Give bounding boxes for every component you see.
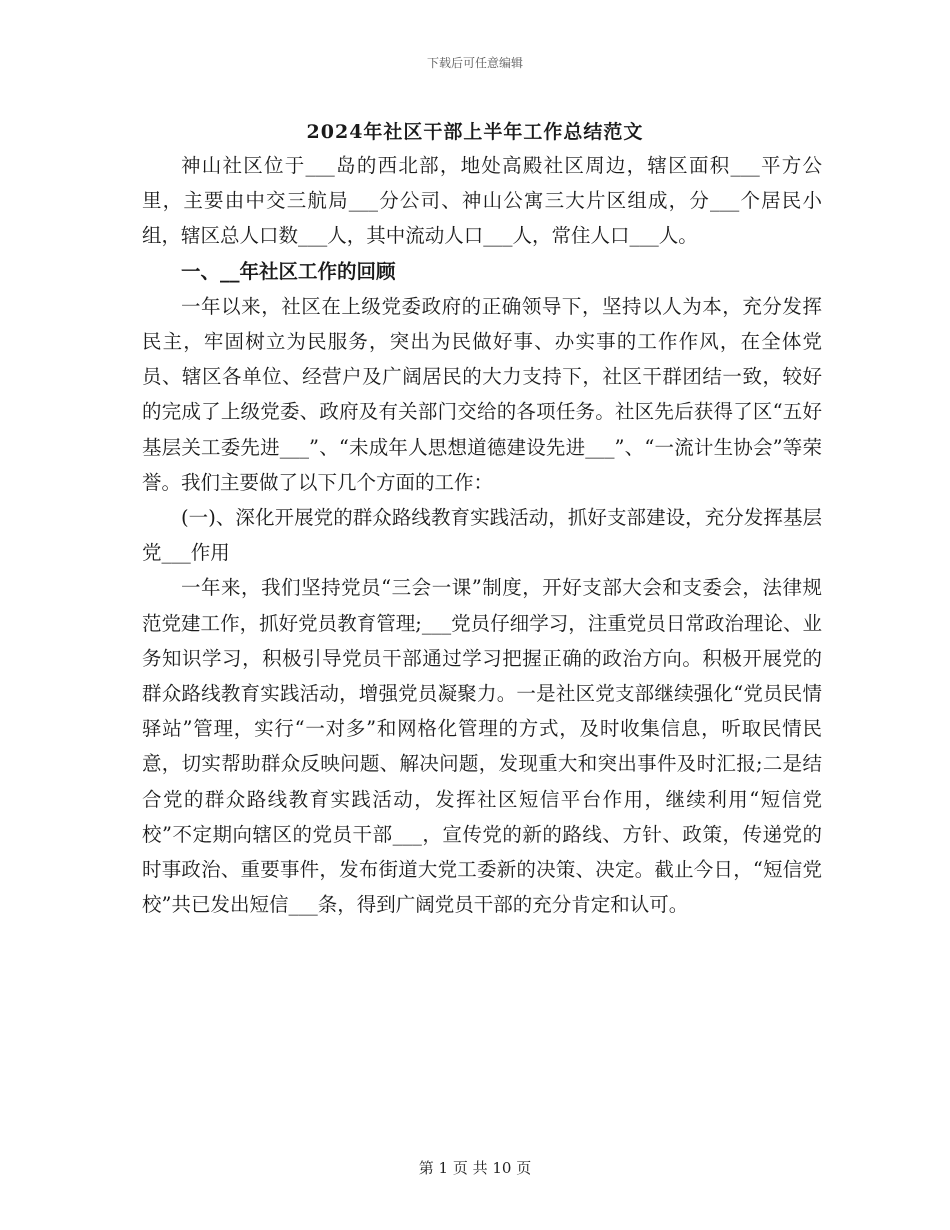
- section-heading-review: 一、__年社区工作的回顾: [181, 259, 396, 283]
- paragraph-intro: 神山社区位于___岛的西北部，地处高殿社区周边，辖区面积___平方公里，主要由中交三航局___分公司、神山公寓三大片区组成，分___个居民小组，辖区总人口数___人，其中流动人口___人，常住人口___人。: [142, 154, 822, 248]
- paragraph-review: 一年以来，社区在上级党委政府的正确领导下，坚持以人为本，充分发挥民主，牢固树立为民服务，突出为民做好事、办实事的工作作风，在全体党员、辖区各单位、经营户及广阔居民的大力支持下，社区干群团结一致，较好的完成了上级党委、政府及有关部门交给的各项任务。社区先后获得了区“五好基层关工委先进___”、“未成年人思想道德建设先进___”、“一流计生协会”等荣誉。我们主要做了以下几个方面的工作：: [142, 294, 822, 494]
- paragraph-party-building: 一年来，我们坚持党员“三会一课”制度，开好支部大会和支委会，法律规范党建工作，抓好党员教育管理;___党员仔细学习，注重党员日常政治理论、业务知识学习，积极引导党员干部通过学习把握正确的政治方向。积极开展党的群众路线教育实践活动，增强党员凝聚力。一是社区党支部继续强化“党员民情驿站”管理，实行“一对多”和网格化管理的方式，及时收集信息，听取民情民意，切实帮助群众反映问题、解决问题，发现重大和突出事件及时汇报;二是结合党的群众路线教育实践活动，发挥社区短信平台作用，继续利用“短信党校”不定期向辖区的党员干部___，宣传党的新的路线、方针、政策，传递党的时事政治、重要事件，发布街道大党工委新的决策、决定。截止今日，“短信党校”共已发出短信___条，得到广阔党员干部的充分肯定和认可。: [142, 576, 822, 917]
- document-body: [142, 148, 822, 922]
- document-title: 2024年社区干部上半年工作总结范文: [306, 121, 644, 143]
- page-header-note: 下载后可任意编辑: [426, 56, 523, 70]
- page-number-footer: 第 1 页 共 10 页: [418, 1159, 532, 1177]
- subsection-heading-party-building: (一)、深化开展党的群众路线教育实践活动，抓好支部建设，充分发挥基层党___作用: [142, 506, 822, 565]
